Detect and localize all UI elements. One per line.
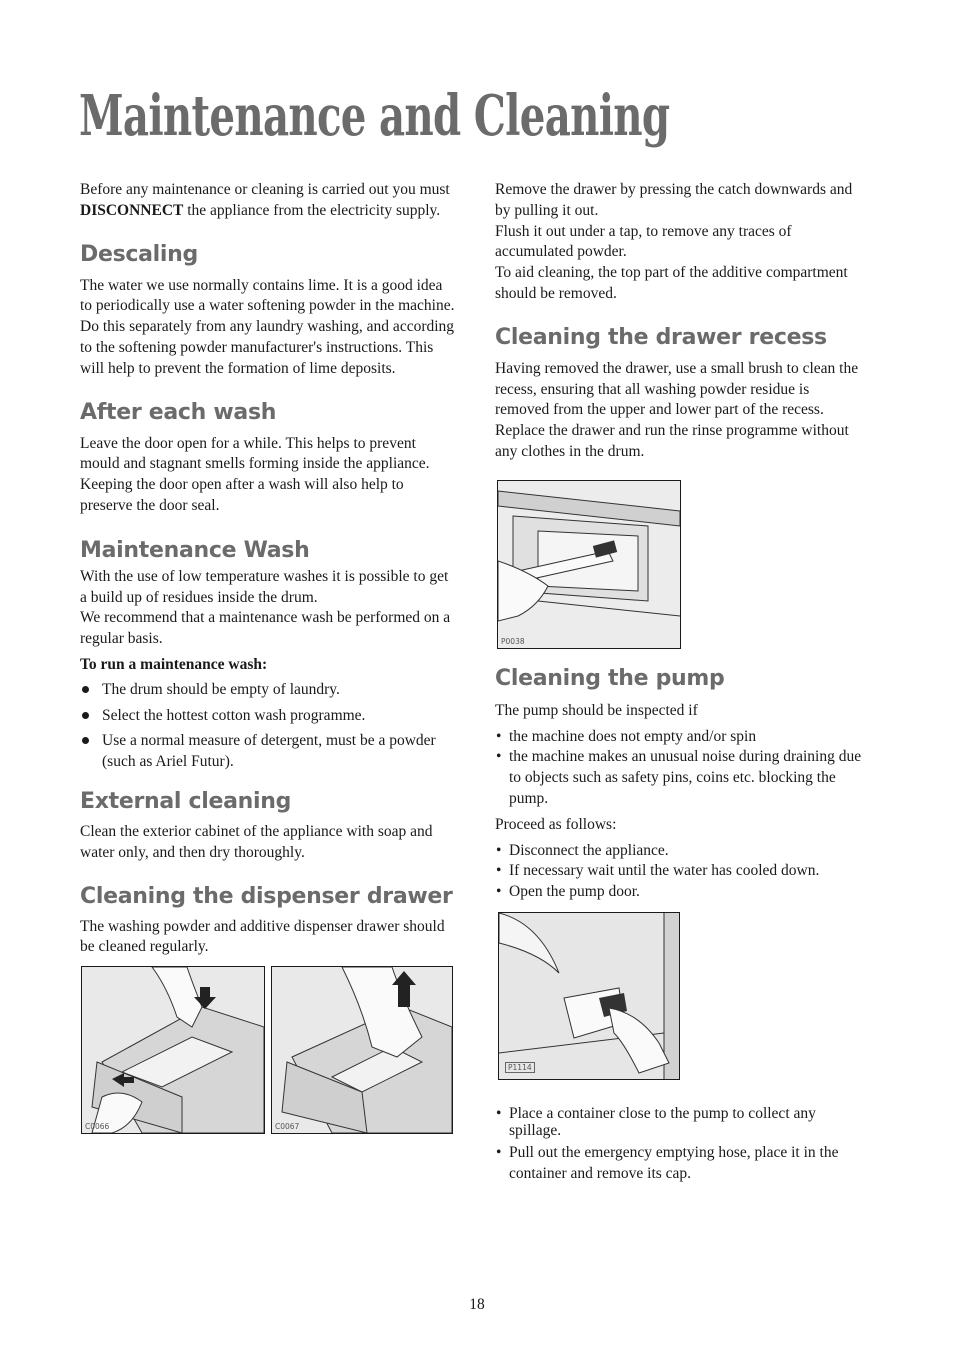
figure-code: C0066 <box>85 1122 110 1132</box>
drawer-removal-text-1: Remove the drawer by pressing the catch downwards and by pulling it out. <box>495 181 853 219</box>
drawer-recess-heading: Cleaning the drawer recess <box>495 324 827 350</box>
maintenance-wash-text-1: With the use of low temperature washes it is possible to get a build up of residues inside the drum. <box>80 567 449 606</box>
list-item: • Open the pump door. <box>495 882 867 903</box>
drawer-removal-text-2: Flush it out under a tap, to remove any traces of accumulated powder. <box>495 222 792 261</box>
after-wash-text: Leave the door open for a while. This helps to prevent mould and stagnant smells forming inside the appliance. Keeping the door open after a wash will also help to preserve the door seal. <box>80 434 430 514</box>
pump-heading: Cleaning the pump <box>495 665 725 691</box>
intro-text-before: Before any maintenance or cleaning is carried out you must <box>80 181 450 198</box>
dispenser-figures <box>80 966 458 1136</box>
figure-code: P1114 <box>505 1062 535 1073</box>
maintenance-wash-text-2: We recommend that a maintenance wash be performed on a regular basis. <box>80 609 451 648</box>
right-column <box>495 180 867 1185</box>
list-item: • the machine does not empty and/or spin <box>495 727 867 748</box>
external-cleaning-heading: External cleaning <box>80 788 292 814</box>
pump-proceed: Proceed as follows: <box>495 815 617 833</box>
figure-code: P0038 <box>501 636 525 646</box>
pump-intro: The pump should be inspected if <box>495 701 698 719</box>
drawer-lift-illustration <box>272 967 452 1133</box>
maintenance-wash-subheading: To run a maintenance wash: <box>80 655 268 673</box>
descaling-text: The water we use normally contains lime. It is a good idea to periodically use a water softening powder in the machine. Do this separately from any laundry washing, and according to the softening powder manufacturer's instructions. This will help to prevent the formation of lime deposits. <box>80 276 455 377</box>
list-item: • the machine makes an unusual noise during draining due to objects such as safety pins, coins etc. blocking the pump. <box>495 747 867 809</box>
drawer-recess-figure <box>497 480 681 649</box>
drawer-removal-text-3: To aid cleaning, the top part of the additive compartment should be removed. <box>495 264 848 302</box>
list-item: • If necessary wait until the water has cooled down. <box>495 861 867 882</box>
intro-emphasis: DISCONNECT <box>80 201 184 219</box>
drawer-recess-text: Having removed the drawer, use a small brush to clean the recess, ensuring that all washing powder residue is removed from the upper and lower part of the recess. Replace the drawer and run the rinse programme without any clothes in the drum. <box>495 359 859 460</box>
pump-steps <box>495 841 867 903</box>
pump-door-figure <box>498 912 680 1080</box>
list-item: Use a normal measure of detergent, must be a powder (such as Ariel Futur). <box>80 731 458 773</box>
pump-steps-continued <box>495 1105 867 1185</box>
dispenser-drawer-figure-2 <box>271 966 453 1134</box>
after-wash-heading: After each wash <box>80 399 277 425</box>
list-item: • Pull out the emergency emptying hose, place it in the container and remove its cap. <box>495 1143 867 1185</box>
external-cleaning-text: Clean the exterior cabinet of the appliance with soap and water only, and then dry thoroughly. <box>80 822 433 861</box>
intro-text-after: the appliance from the electricity supply. <box>183 201 441 219</box>
intro-paragraph <box>80 180 458 222</box>
page-number: 18 <box>469 1296 485 1313</box>
list-item: The drum should be empty of laundry. <box>80 680 458 701</box>
descaling-heading: Descaling <box>80 241 198 267</box>
list-item: • Place a container close to the pump to collect any spillage. <box>495 1105 867 1139</box>
maintenance-wash-steps <box>80 680 458 773</box>
brush-recess-illustration <box>498 481 680 648</box>
pump-door-illustration <box>499 913 679 1079</box>
list-item: • Disconnect the appliance. <box>495 841 867 862</box>
page-title: Maintenance and Cleaning <box>79 83 670 149</box>
drawer-press-illustration <box>82 967 264 1133</box>
dispenser-drawer-figure-1 <box>81 966 265 1134</box>
list-item: Select the hottest cotton wash programme. <box>80 706 458 727</box>
left-column <box>80 180 458 1136</box>
figure-code: C0067 <box>275 1122 300 1132</box>
dispenser-text: The washing powder and additive dispenser drawer should be cleaned regularly. <box>80 917 445 956</box>
pump-conditions <box>495 727 867 810</box>
maintenance-wash-heading: Maintenance Wash <box>80 537 310 563</box>
dispenser-heading: Cleaning the dispenser drawer <box>80 883 453 909</box>
